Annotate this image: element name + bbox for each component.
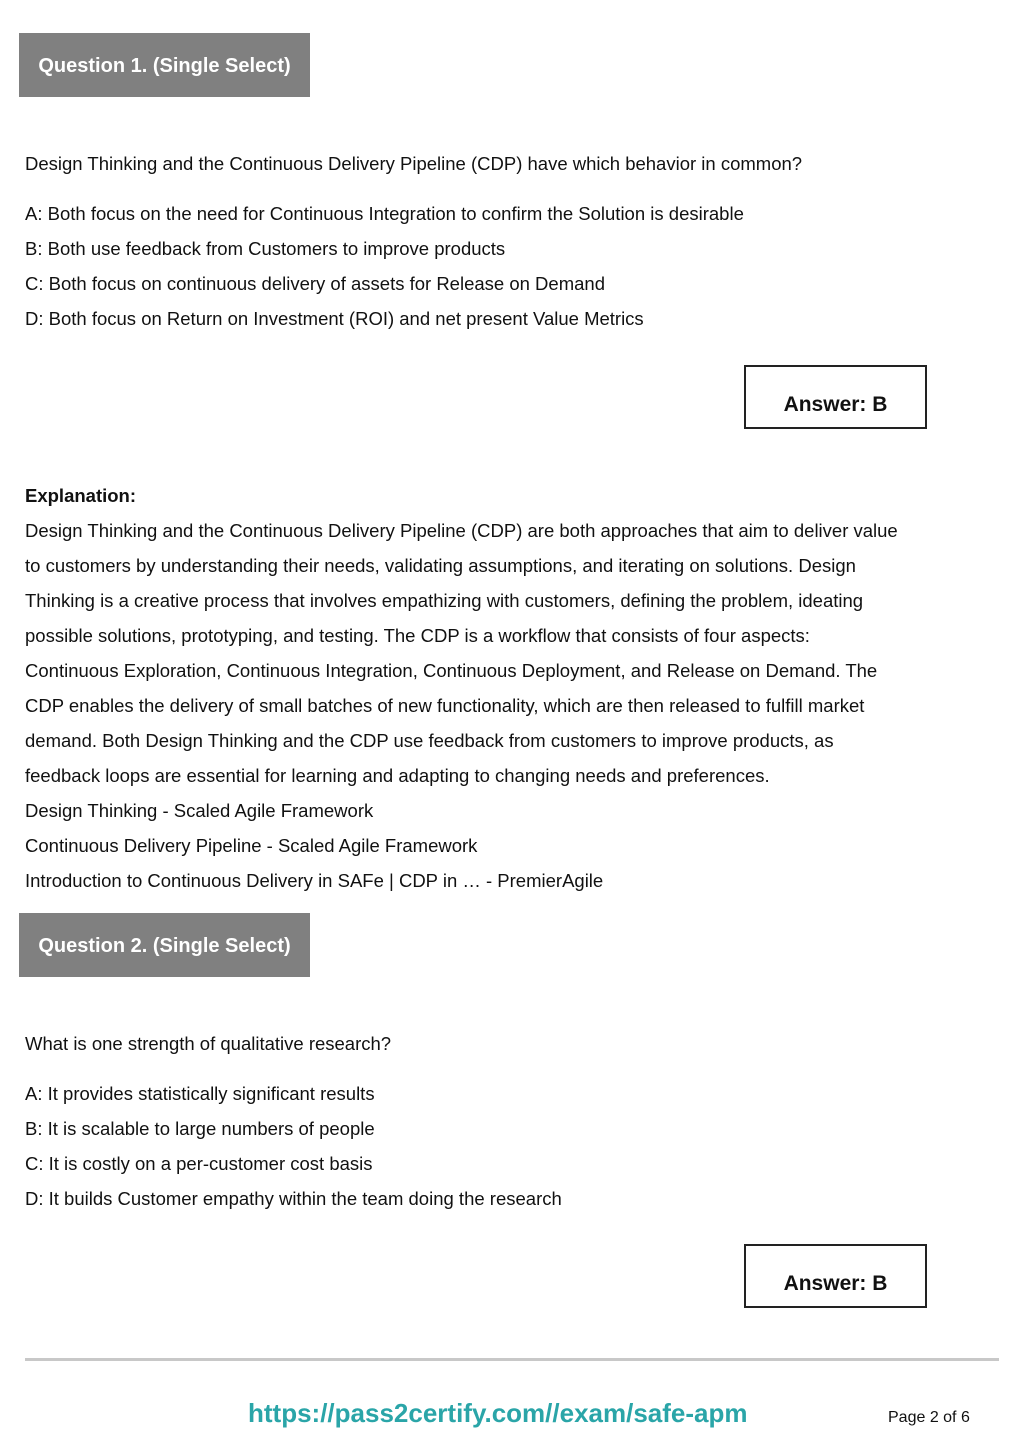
question-2-option-c: C: It is costly on a per-customer cost basis [25,1153,373,1174]
question-1-header: Question 1. (Single Select) [19,33,310,97]
explanation-line: Design Thinking and the Continuous Delivery Pipeline (CDP) are both approaches that aim to deliver value [25,520,898,541]
explanation-line: CDP enables the delivery of small batches of new functionality, which are then released to fulfill market [25,695,865,716]
question-2-header: Question 2. (Single Select) [19,913,310,977]
question-1-option-d: D: Both focus on Return on Investment (ROI) and net present Value Metrics [25,308,644,329]
reference-cdp: Continuous Delivery Pipeline - Scaled Agile Framework [25,835,478,856]
explanation-line: feedback loops are essential for learning and adapting to changing needs and preferences. [25,765,770,786]
question-2-answer-box: Answer: B [744,1244,927,1308]
question-1-answer-box: Answer: B [744,365,927,429]
question-2-option-b: B: It is scalable to large numbers of people [25,1118,375,1139]
explanation-line: demand. Both Design Thinking and the CDP use feedback from customers to improve products, as [25,730,834,751]
footer-divider [25,1358,999,1361]
explanation-line: Continuous Exploration, Continuous Integration, Continuous Deployment, and Release on Demand. The [25,660,878,681]
reference-design-thinking: Design Thinking - Scaled Agile Framework [25,800,374,821]
explanation-line: to customers by understanding their needs, validating assumptions, and iterating on solutions. Design [25,555,856,576]
question-1-option-a: A: Both focus on the need for Continuous Integration to confirm the Solution is desirable [25,203,744,224]
question-1-option-b: B: Both use feedback from Customers to improve products [25,238,506,259]
question-2-prompt: What is one strength of qualitative research? [25,1033,392,1054]
explanation-line: Thinking is a creative process that involves empathizing with customers, defining the problem, ideating [25,590,864,611]
question-1-option-c: C: Both focus on continuous delivery of assets for Release on Demand [25,273,605,294]
explanation-label: Explanation: [25,485,137,506]
question-1-prompt: Design Thinking and the Continuous Delivery Pipeline (CDP) have which behavior in common? [25,153,803,174]
footer-url-link[interactable]: https://pass2certify.com//exam/safe-apm [248,1398,748,1428]
page-number: Page 2 of 6 [888,1409,970,1426]
question-2-option-a: A: It provides statistically significant results [25,1083,375,1104]
question-2-option-d: D: It builds Customer empathy within the team doing the research [25,1188,562,1209]
explanation-line: possible solutions, prototyping, and testing. The CDP is a workflow that consists of four aspects: [25,625,810,646]
reference-premieragile: Introduction to Continuous Delivery in SAFe | CDP in … - PremierAgile [25,870,604,891]
